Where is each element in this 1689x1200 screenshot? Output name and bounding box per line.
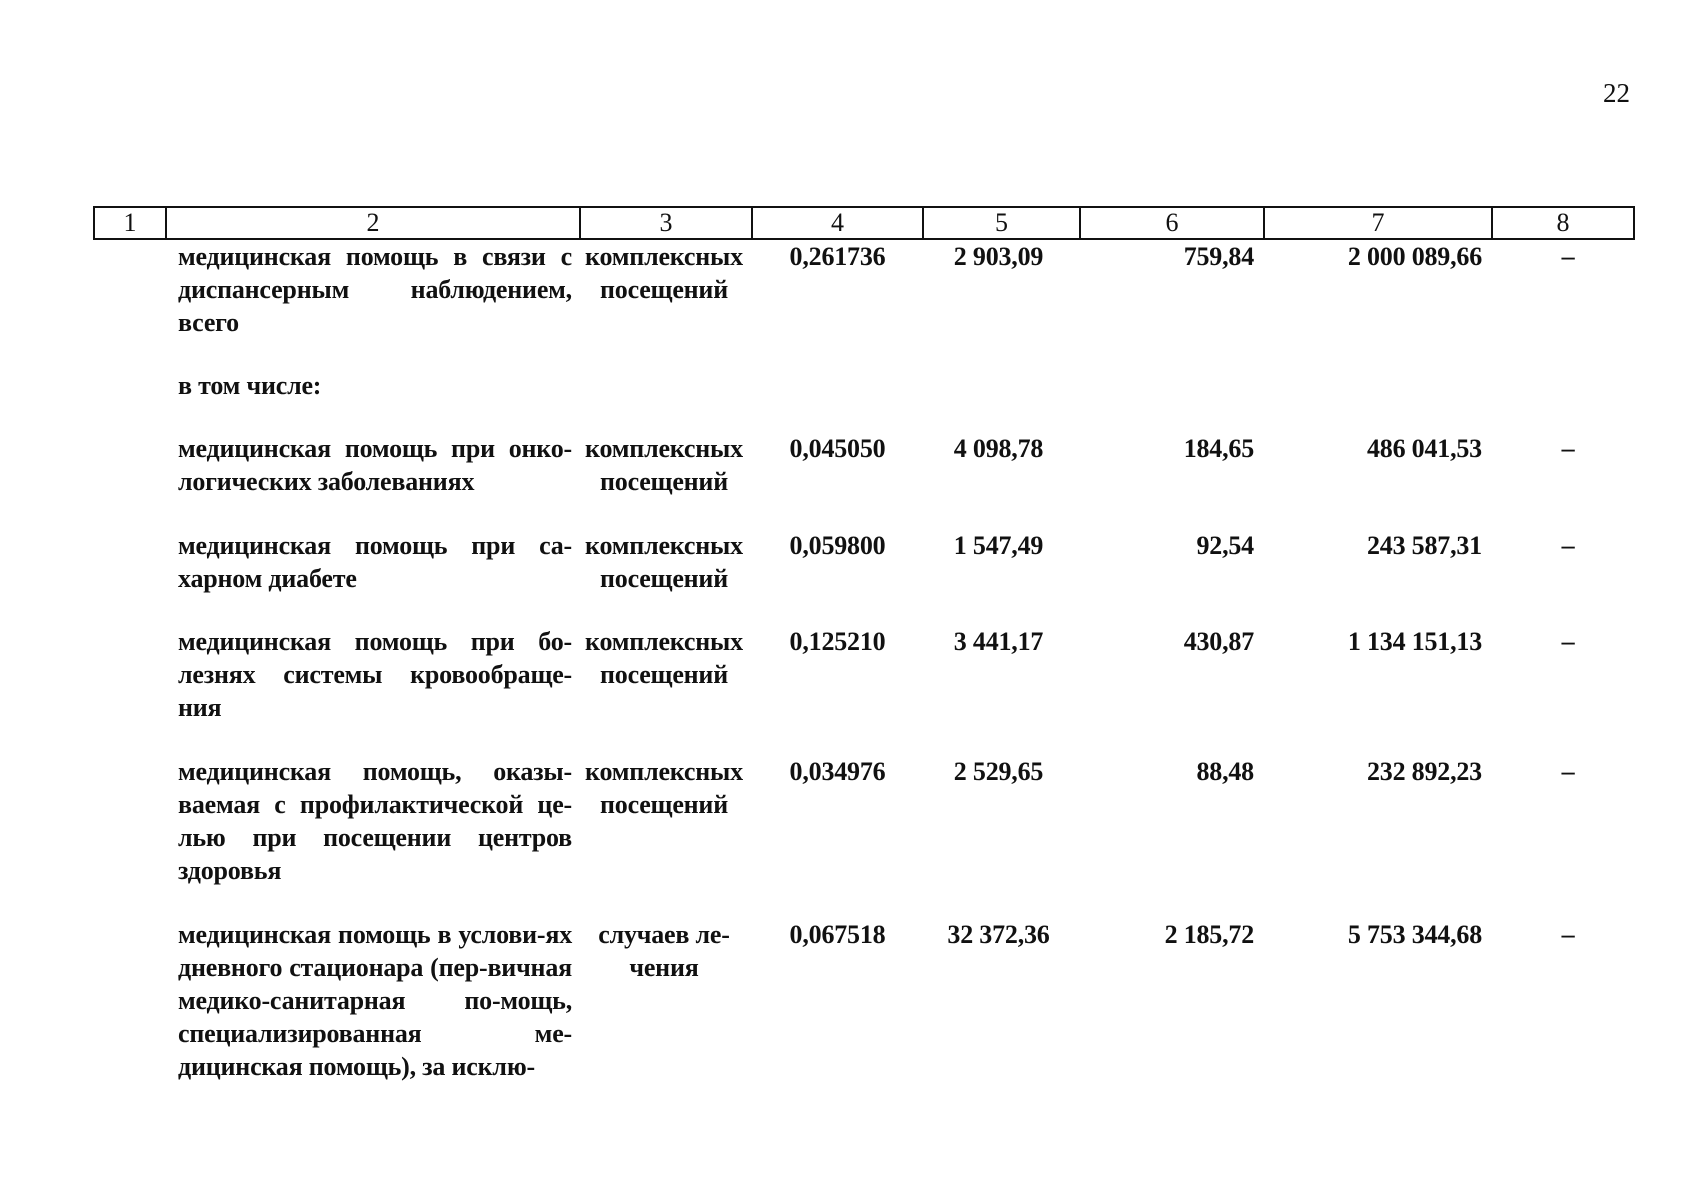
row-name: в том числе: [178,371,322,400]
row-value-6: 2 185,72 [1164,920,1254,949]
column-header: 4 [752,207,923,239]
row-value-8: – [1561,757,1575,786]
row-value-4: 0,067518 [789,920,886,949]
column-header: 5 [923,207,1080,239]
row-unit: комплексных посещений [585,757,743,819]
row-unit: комплексных посещений [585,242,743,304]
row-value-8: – [1561,920,1575,949]
table-row [94,529,1634,625]
row-name: медицинская помощь при са-харном диабете [178,531,572,593]
row-value-7: 243 587,31 [1366,531,1482,560]
row-value-5: 32 372,36 [947,920,1050,949]
row-value-6 [1080,369,1264,432]
row-value-8: – [1561,627,1575,656]
row-value-7: 486 041,53 [1366,434,1482,463]
column-header: 2 [166,207,580,239]
row-value-4: 0,261736 [789,242,886,271]
row-unit: комплексных посещений [585,531,743,593]
row-value-5: 2 529,65 [953,757,1044,786]
row-name: медицинская помощь при онко-логических заболеваниях [178,434,572,496]
table-row [94,239,1634,369]
row-value-8 [1492,369,1634,432]
row-value-4: 0,059800 [789,531,886,560]
row-value-4 [752,369,923,432]
table-row [94,432,1634,529]
row-unit [580,369,752,432]
row-value-8: – [1561,531,1575,560]
row-value-5: 1 547,49 [953,531,1044,560]
page-number: 22 [1603,78,1630,108]
row-value-7: 232 892,23 [1366,757,1482,786]
row-value-4: 0,125210 [789,627,886,656]
table-row [94,625,1634,755]
row-value-8: – [1561,242,1575,271]
row-value-5: 4 098,78 [953,434,1044,463]
column-header: 7 [1264,207,1492,239]
row-value-7: 1 134 151,13 [1347,627,1482,656]
row-name: медицинская помощь, оказы-ваемая с профилактической це-лью при посещении центров здоровья [178,757,572,885]
row-name: медицинская помощь при бо-лезнях системы кровообраще-ния [178,627,572,722]
row-unit: комплексных посещений [585,627,743,689]
financing-table [93,206,1635,1083]
table-row [94,369,1634,432]
table-row [94,755,1634,918]
row-value-4: 0,034976 [789,757,886,786]
column-header: 3 [580,207,752,239]
row-value-7: 5 753 344,68 [1347,920,1482,949]
row-value-6: 88,48 [1196,757,1254,786]
row-unit: случаев ле-чения [598,920,730,982]
row-value-6: 184,65 [1183,434,1254,463]
row-unit: комплексных посещений [585,434,743,496]
row-value-6: 430,87 [1183,627,1254,656]
row-name: медицинская помощь в услови-ях дневного стационара (пер-вичная медико-санитарная по-мощь, специализированная ме-дицинская помощь), за исклю- [178,920,572,1081]
column-header: 6 [1080,207,1264,239]
column-header: 8 [1492,207,1634,239]
row-value-5 [923,369,1080,432]
row-value-5: 3 441,17 [953,627,1044,656]
row-value-8: – [1561,434,1575,463]
column-header: 1 [94,207,166,239]
row-value-6: 759,84 [1183,242,1254,271]
row-value-4: 0,045050 [789,434,886,463]
column-number-header-row [94,207,1634,239]
row-value-6: 92,54 [1196,531,1254,560]
row-value-7: 2 000 089,66 [1347,242,1482,271]
table-row [94,918,1634,1083]
row-value-5: 2 903,09 [953,242,1044,271]
row-value-7 [1264,369,1492,432]
data-table [93,206,1635,1083]
row-name: медицинская помощь в связи с диспансерным наблюдением, всего [178,242,572,337]
